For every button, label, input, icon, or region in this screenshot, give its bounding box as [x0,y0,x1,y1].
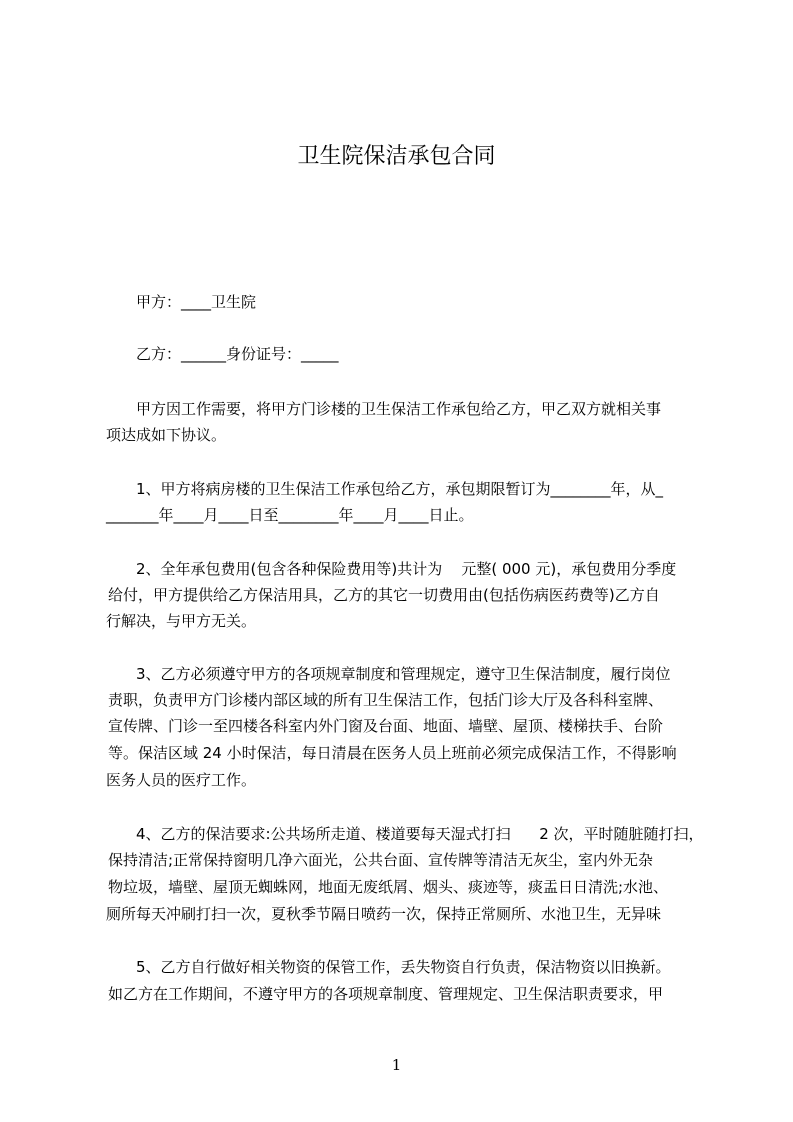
party-a-line: 甲方：____卫生院 [136,293,257,311]
paragraph-line: 责职，负责甲方门诊楼内部区域的所有卫生保洁工作，包括门诊大厅及各科科室牌、 [108,691,664,709]
paragraph-line: 4、乙方的保洁要求:公共场所走道、楼道要每天湿式打扫 2 次，平时随脏随打扫， [136,825,704,843]
paragraph-line: 给付，甲方提供给乙方保洁用具，乙方的其它一切费用由(包括伤病医药费等)乙方自 [108,586,660,604]
paragraph-line: 1、甲方将病房楼的卫生保洁工作承包给乙方，承包期限暂订为________年，从_ [136,480,664,498]
paragraph-line: 等。保洁区域 24 小时保洁，每日清晨在医务人员上班前必须完成保洁工作，不得影响 [108,744,677,762]
page-number: 1 [391,1056,402,1074]
paragraph-line: _______年____月____日至________年____月____日止。 [106,506,474,524]
paragraph-line: 行解决，与甲方无关。 [106,612,257,630]
paragraph-line: 2、全年承包费用(包含各种保险费用等)共计为 元整( 000 元)，承包费用分季度 [136,560,677,578]
paragraph-line: 物垃圾，墙壁、屋顶无蜘蛛网，地面无废纸屑、烟头、痰迹等，痰盂日日清洗;水池、 [108,878,669,896]
paragraph-line: 5、乙方自行做好相关物资的保管工作，丢失物资自行负责，保洁物资以旧换新。 [136,958,671,976]
party-b-line: 乙方：______身份证号：_____ [136,345,339,363]
paragraph-line: 甲方因工作需要，将甲方门诊楼的卫生保洁工作承包给乙方，甲乙双方就相关事 [136,400,662,418]
paragraph-line: 如乙方在工作期间，不遵守甲方的各项规章制度、管理规定、卫生保洁职责要求，甲 [108,985,664,1003]
paragraph-line: 医务人员的医疗工作。 [106,771,257,789]
paragraph-line: 厕所每天冲刷打扫一次，夏秋季节隔日喷药一次，保持正常厕所、水池卫生，无异味 [106,905,662,923]
paragraph-line: 保持清洁;正常保持窗明几净六面光，公共台面、宣传牌等清洁无灰尘，室内外无杂 [108,851,654,869]
document-title: 卫生院保洁承包合同 [297,144,496,169]
paragraph-line: 宣传牌、门诊一至四楼各科室内外门窗及台面、地面、墙壁、屋顶、楼梯扶手、台阶 [108,717,664,735]
paragraph-line: 项达成如下协议。 [106,426,227,444]
paragraph-line: 3、乙方必须遵守甲方的各项规章制度和管理规定，遵守卫生保洁制度，履行岗位 [136,665,671,683]
